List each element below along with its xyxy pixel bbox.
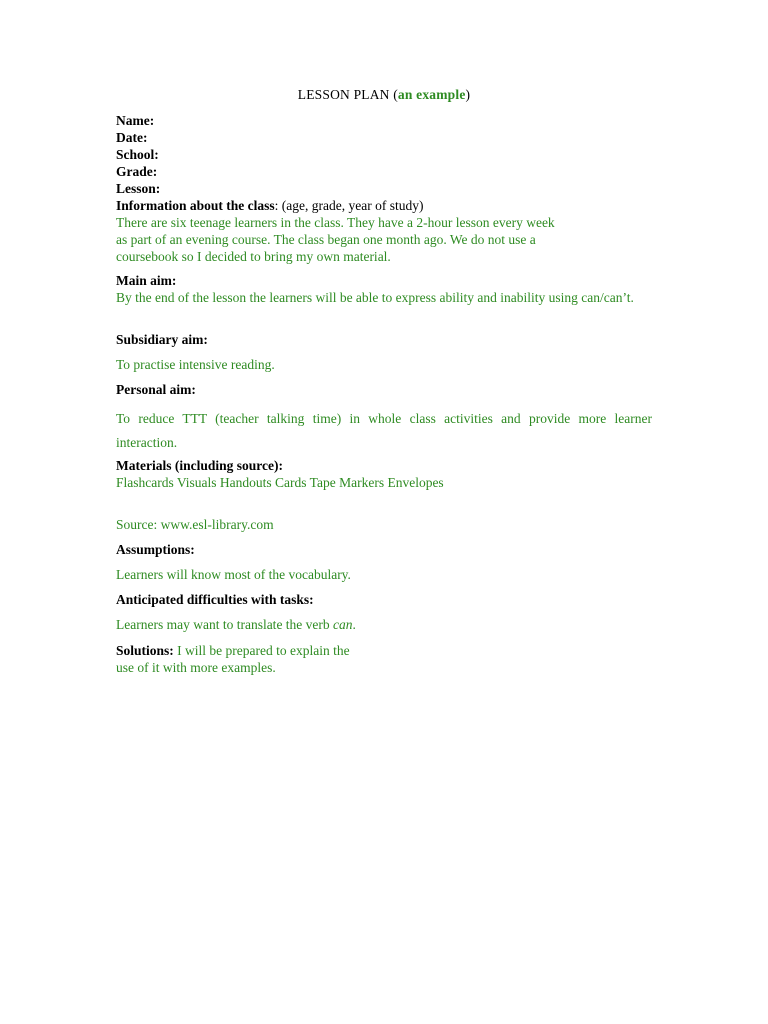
class-info-line-2: as part of an evening course. The class began one month ago. We do not use a <box>116 232 536 247</box>
main-aim-section <box>116 272 652 306</box>
title-highlight: an example <box>397 87 466 102</box>
materials-text: Flashcards Visuals Handouts Cards Tape Markers Envelopes <box>116 475 444 490</box>
difficulties-text-before: Learners may want to translate the verb <box>116 617 334 632</box>
personal-aim-text: To reduce TTT (teacher talking time) in whole class activities and provide more learner interaction. <box>116 411 652 450</box>
class-info-line-1: There are six teenage learners in the class. They have a 2-hour lesson every week <box>116 215 555 230</box>
materials-label: Materials (including source): <box>116 458 283 473</box>
difficulties-text-em: can <box>333 617 353 632</box>
main-aim-text: By the end of the lesson the learners will be able to express ability and inability using can/can’t. <box>116 290 634 305</box>
class-info-heading <box>116 197 652 214</box>
solutions-text-1: I will be prepared to explain the <box>173 643 350 658</box>
class-info-hint: : (age, grade, year of study) <box>274 198 424 213</box>
solutions-section <box>116 642 652 676</box>
field-school: School: <box>116 147 159 162</box>
difficulties-section <box>116 591 652 633</box>
solutions-line-1 <box>116 642 652 659</box>
solutions-label: Solutions: <box>116 643 174 658</box>
personal-aim-section <box>116 381 652 455</box>
difficulties-label: Anticipated difficulties with tasks: <box>116 592 314 607</box>
subsidiary-aim-text: To practise intensive reading. <box>116 357 275 372</box>
class-info-line-3: coursebook so I decided to bring my own material. <box>116 249 391 264</box>
materials-section <box>116 457 652 533</box>
field-date: Date: <box>116 130 148 145</box>
subsidiary-aim-label: Subsidiary aim: <box>116 332 208 347</box>
title-main: LESSON PLAN ( <box>297 87 398 102</box>
subsidiary-aim-section <box>116 331 652 373</box>
field-lesson: Lesson: <box>116 181 161 196</box>
materials-source: Source: www.esl-library.com <box>116 517 274 532</box>
class-info-label: Information about the class <box>116 198 275 213</box>
field-name: Name: <box>116 113 155 128</box>
assumptions-section <box>116 541 652 583</box>
assumptions-text: Learners will know most of the vocabulary. <box>116 567 351 582</box>
main-aim-label: Main aim: <box>116 273 177 288</box>
field-grade: Grade: <box>116 164 158 179</box>
solutions-text-2: use of it with more examples. <box>116 660 276 675</box>
difficulties-text <box>116 616 652 633</box>
personal-aim-label: Personal aim: <box>116 382 196 397</box>
header-fields <box>116 112 652 265</box>
page-title <box>0 87 768 103</box>
title-close: ) <box>465 87 471 102</box>
assumptions-label: Assumptions: <box>116 542 195 557</box>
difficulties-text-after: . <box>352 617 356 632</box>
